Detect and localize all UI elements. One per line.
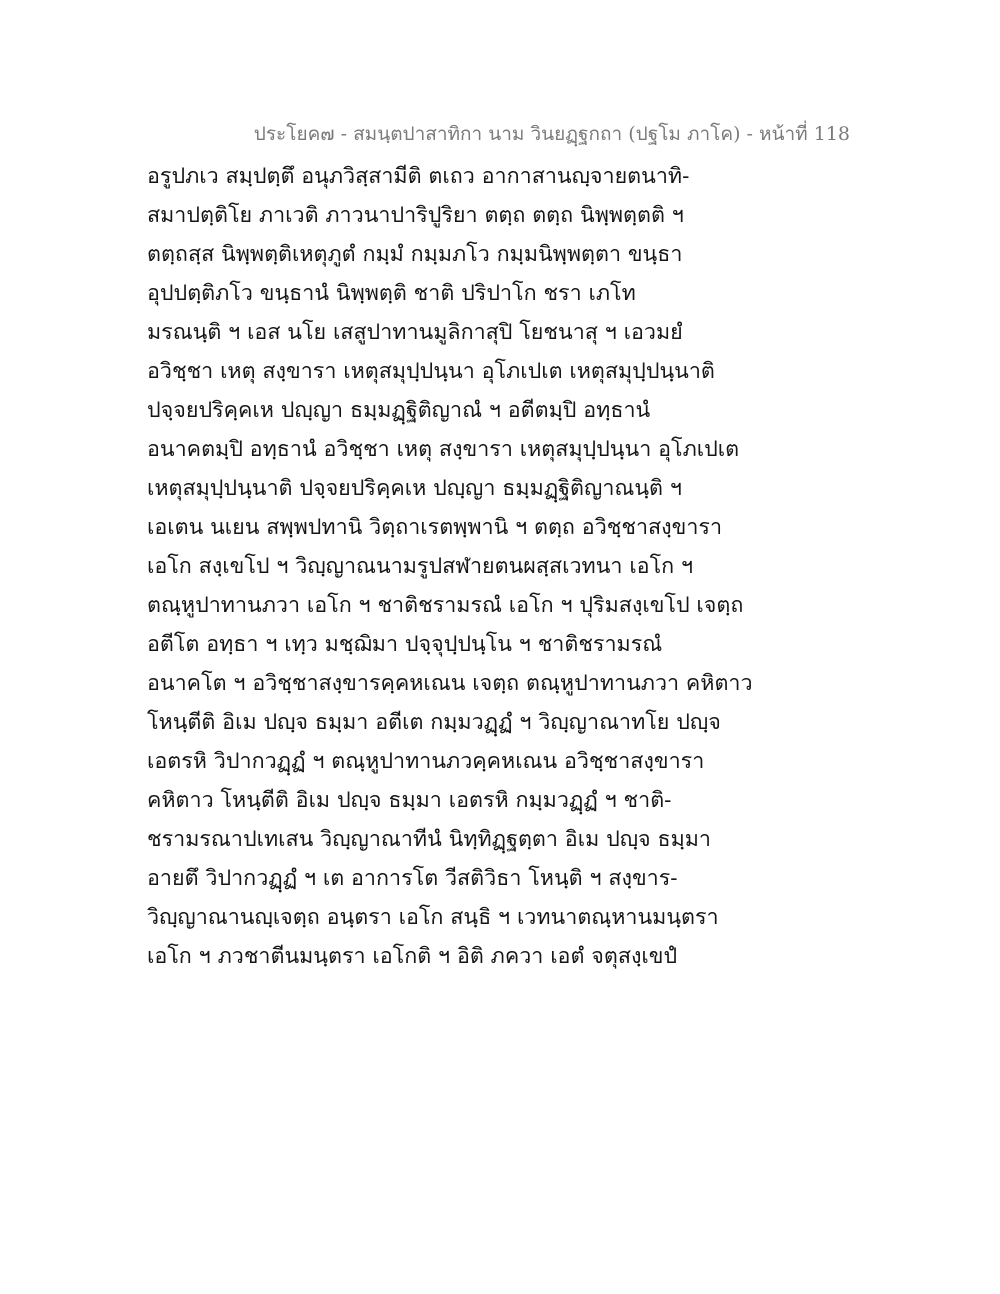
text-line: อายตึ วิปากวฏฺฏํ ฯ เต อาการโต วีสติวิธา โหนฺติ ฯ สงฺขาร- (147, 866, 678, 891)
text-line: โหนฺตีติ อิเม ปญฺจ ธมฺมา อตีเต กมฺมวฏฺฏํ ฯ วิญฺญาณาทโย ปญฺจ (147, 710, 721, 735)
text-line: อวิชฺชา เหตุ สงฺขารา เหตุสมุปฺปนฺนา อุโภเปเต เหตุสมุปฺปนฺนาติ (147, 359, 715, 384)
text-line: มรณนฺติ ฯ เอส นโย เสสูปาทานมูลิกาสุปิ โยชนาสุ ฯ เอวมยํ (147, 320, 683, 345)
text-line: เอตรหิ วิปากวฏฺฏํ ฯ ตณฺหูปาทานภวคฺคหเณน อวิชฺชาสงฺขารา (147, 749, 705, 774)
text-line: อนาคโต ฯ อวิชฺชาสงฺขารคฺคหเณน เจตฺถ ตณฺหูปาทานภวา คหิตาว (147, 671, 753, 696)
text-line: อุปปตฺติภโว ขนฺธานํ นิพฺพตฺติ ชาติ ปริปาโก ชรา เภโท (147, 281, 636, 306)
text-line: สมาปตฺติโย ภาเวติ ภาวนาปาริปูริยา ตตฺถ ตตฺถ นิพฺพตฺตติ ฯ (147, 203, 684, 228)
text-line: อรูปภเว สมฺปตฺตึ อนุภวิสฺสามีติ ตเถว อากาสานญฺจายตนาทิ- (147, 164, 690, 189)
text-line: เหตุสมุปฺปนฺนาติ ปจฺจยปริคฺคเห ปญฺญา ธมฺมฏฺฐิติญาณนฺติ ฯ (147, 476, 682, 501)
text-line: วิญฺญาณานญฺเจตฺถ อนฺตรา เอโก สนฺธิ ฯ เวทนาตณฺหานมนฺตรา (147, 905, 719, 930)
text-line: ตตฺถสฺส นิพฺพตฺติเหตุภูตํ กมฺมํ กมฺมภโว กมฺมนิพฺพตฺตา ขนฺธา (147, 242, 683, 267)
text-line: เอโก สงฺเขโป ฯ วิญฺญาณนามรูปสฬายตนผสฺสเวทนา เอโก ฯ (147, 554, 694, 579)
running-header: ประโยค๗ - สมนฺตปาสาทิกา นาม วินยฏฺฐกถา (ปฐโม ภาโค) - หน้าที่ 118 (253, 123, 850, 145)
text-line: ปจฺจยปริคฺคเห ปญฺญา ธมฺมฏฺฐิติญาณํ ฯ อตีตมฺปิ อทฺธานํ (147, 398, 651, 423)
text-line: อนาคตมฺปิ อทฺธานํ อวิชฺชา เหตุ สงฺขารา เหตุสมุปฺปนฺนา อุโภเปเต (147, 437, 740, 462)
text-line: ตณฺหูปาทานภวา เอโก ฯ ชาติชรามรณํ เอโก ฯ ปุริมสงฺเขโป เจตฺถ (147, 593, 744, 618)
text-line: เอเตน นเยน สพฺพปทานิ วิตฺถาเรตพฺพานิ ฯ ตตฺถ อวิชฺชาสงฺขารา (147, 515, 723, 540)
text-line: อตีโต อทฺธา ฯ เทฺว มชฺฌิมา ปจฺจุปฺปนฺโน ฯ ชาติชรามรณํ (147, 632, 663, 657)
text-line: เอโก ฯ ภวชาตีนมนฺตรา เอโกติ ฯ อิติ ภควา เอตํ จตุสงฺเขปํ (147, 944, 678, 969)
text-line: คหิตาว โหนฺตีติ อิเม ปญฺจ ธมฺมา เอตรหิ กมฺมวฏฺฏํ ฯ ชาติ- (147, 788, 672, 813)
text-line: ชรามรณาปเทเสน วิญฺญาณาทีนํ นิทฺทิฏฺฐตฺตา อิเม ปญฺจ ธมฺมา (147, 827, 712, 852)
body-text (147, 157, 867, 976)
